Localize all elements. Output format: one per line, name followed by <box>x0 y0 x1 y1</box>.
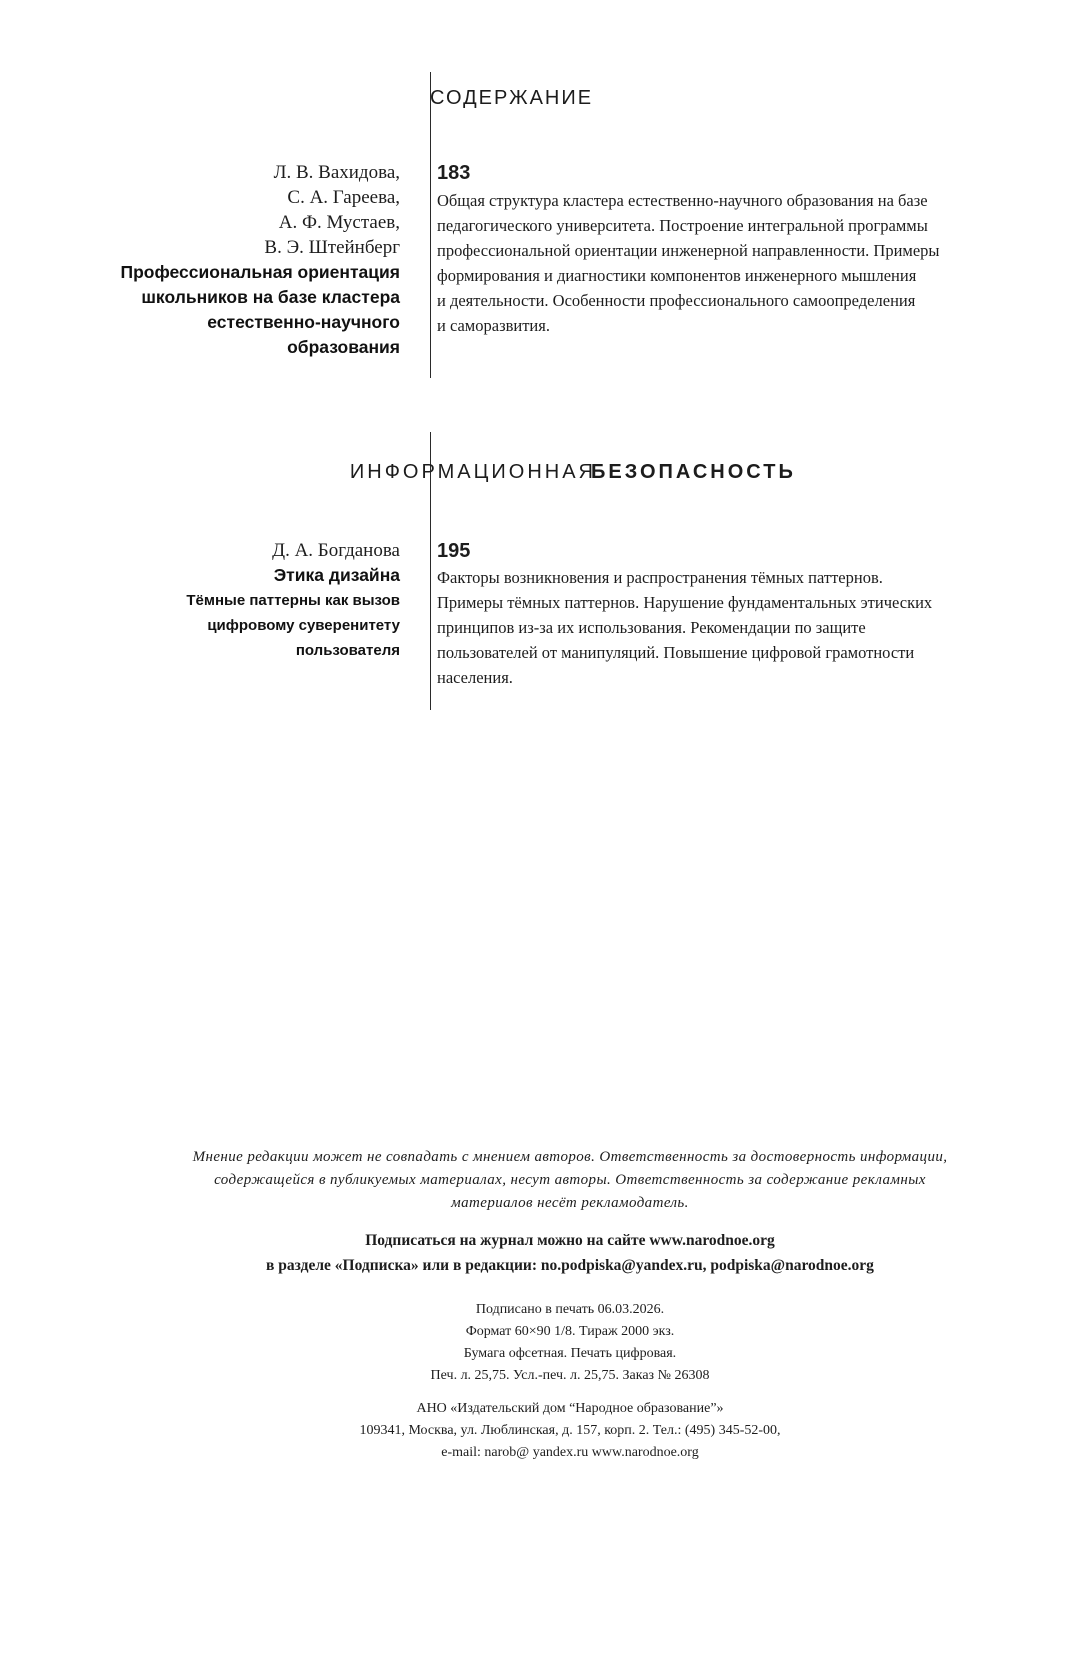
imprint-line: Формат 60×90 1/8. Тираж 2000 экз. <box>465 1324 675 1339</box>
abstract-line: принципов из-за их использования. Рекомендации по защите <box>437 618 866 637</box>
author: Л. В. Вахидова, <box>273 162 400 183</box>
disclaimer-line: Мнение редакции может не совпадать с мнением авторов. Ответственность за достоверность информации, <box>192 1149 948 1165</box>
abstract-line: Примеры тёмных паттернов. Нарушение фундаментальных этических <box>437 593 933 612</box>
publisher-line: 109341, Москва, ул. Люблинская, д. 157, корп. 2. Тел.: (495) 345-52-00, <box>359 1423 781 1438</box>
subscribe-line: Подписаться на журнал можно на сайте www.narodnoe.org <box>365 1232 775 1249</box>
article2-authors <box>60 538 400 563</box>
abstract-line: Общая структура кластера естественно-научного образования на базе <box>437 191 928 210</box>
subtitle-line: Тёмные паттерны как вызов <box>186 592 400 609</box>
abstract-line: пользователей от манипуляций. Повышение цифровой грамотности <box>437 643 915 662</box>
contents-divider-line <box>430 72 431 378</box>
title-line: образования <box>287 337 400 357</box>
abstract-line: и деятельности. Особенности профессионального самоопределения <box>437 291 916 310</box>
article1-abstract <box>437 188 1027 338</box>
article2-subtitle <box>60 588 400 663</box>
abstract-line: педагогического университета. Построение интегральной программы <box>437 216 928 235</box>
abstract-line: и саморазвития. <box>437 316 550 335</box>
publisher-line: e-mail: narob@ yandex.ru www.narodnoe.org <box>441 1445 699 1460</box>
subtitle-line: цифровому суверенитету <box>207 617 400 634</box>
article2-title[interactable]: Этика дизайна <box>273 565 400 585</box>
section-heading-right: БЕЗОПАСНОСТЬ <box>591 461 796 483</box>
abstract-line: Факторы возникновения и распространения тёмных паттернов. <box>437 568 883 587</box>
section-heading-left: ИНФОРМАЦИОННАЯ <box>349 461 596 483</box>
publisher-info <box>100 1398 1040 1464</box>
imprint-line: Печ. л. 25,75. Усл.-печ. л. 25,75. Заказ № 26308 <box>430 1368 710 1383</box>
subscription-info <box>100 1228 1040 1278</box>
article1-page-number[interactable]: 183 <box>437 162 471 184</box>
imprint-line: Бумага офсетная. Печать цифровая. <box>463 1346 677 1361</box>
article1-authors <box>60 160 400 260</box>
article1-title[interactable] <box>60 260 400 360</box>
print-imprint <box>100 1299 1040 1387</box>
publisher-line: АНО «Издательский дом “Народное образование”» <box>416 1401 724 1416</box>
article2-left-column <box>60 538 400 663</box>
subtitle-line: пользователя <box>295 642 400 659</box>
author: Д. А. Богданова <box>272 540 400 561</box>
article2-abstract <box>437 565 1027 690</box>
contents-heading: СОДЕРЖАНИЕ <box>430 87 594 109</box>
imprint-line: Подписано в печать 06.03.2026. <box>475 1302 665 1317</box>
editorial-disclaimer <box>100 1146 1040 1215</box>
abstract-line: населения. <box>437 668 513 687</box>
author: В. Э. Штейнберг <box>264 237 400 258</box>
abstract-line: профессиональной ориентации инженерной направленности. Примеры <box>437 241 940 260</box>
disclaimer-line: содержащейся в публикуемых материалах, несут авторы. Ответственность за содержание рекламных <box>214 1172 926 1188</box>
title-line: естественно-научного <box>207 312 400 332</box>
disclaimer-line: материалов несёт рекламодатель. <box>451 1195 689 1211</box>
subscribe-line: в разделе «Подписка» или в редакции: no.podpiska@yandex.ru, podpiska@narodnoe.org <box>266 1257 874 1274</box>
article1-left-column <box>60 160 400 360</box>
article2-page-number[interactable]: 195 <box>437 540 471 562</box>
abstract-line: формирования и диагностики компонентов инженерного мышления <box>437 266 917 285</box>
author: А. Ф. Мустаев, <box>278 212 400 233</box>
author: С. А. Гареева, <box>287 187 400 208</box>
title-line: Профессиональная ориентация <box>120 262 400 282</box>
title-line: школьников на базе кластера <box>141 287 400 307</box>
